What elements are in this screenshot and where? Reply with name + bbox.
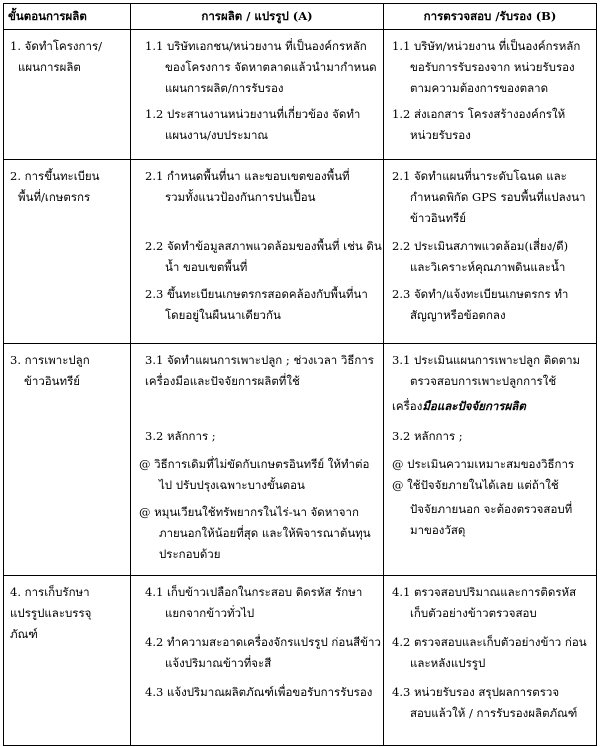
certification-cell — [384, 576, 597, 746]
step-label: ข้าวอินทรีย์ — [24, 374, 81, 388]
production-text: โดยอยู่ในผืนนาเดียวกัน — [165, 308, 281, 322]
certification-text: 2.1 จัดทำแผนที่นาระดับโฉนด และ — [392, 169, 567, 183]
certification-text: ขอรับการรับรองจาก หน่วยรับรอง — [410, 60, 575, 74]
production-text: 4.1 เก็บข้าวเปลือกในกระสอบ ติดรหัส รักษา — [145, 585, 363, 599]
production-text: 4.3 แจ้งปริมาณผลิตภัณฑ์เพื่อขอรับการรับรอง — [145, 685, 373, 699]
certification-text: 4.2 ตรวจสอบและเก็บตัวอย่างข้าว ก่อน — [392, 635, 587, 649]
certification-text: 1.2 ส่งเอกสาร โครงสร้างองค์กรให้ — [392, 107, 566, 121]
production-text: ของโครงการ จัดหาตลาดแล้วนำมากำหนด — [165, 60, 377, 74]
production-cell — [131, 576, 384, 746]
certification-text: หน่วยรับรอง — [410, 128, 471, 142]
step-cell — [4, 30, 131, 160]
certification-text: @ ประเมินความเหมาะสมของวิธีการ — [392, 457, 575, 471]
certification-text: มาของวัสดุ — [410, 523, 466, 537]
production-text: 1.2 ประสานงานหน่วยงานที่เกี่ยวข้อง จัดทำ — [145, 107, 361, 121]
table-row — [4, 160, 597, 344]
certification-cell — [384, 344, 597, 576]
certification-text: 3.1 ประเมินแผนการเพาะปลูก ติดตาม — [392, 353, 581, 367]
certification-text: ข้าวอินทรีย์ — [410, 211, 467, 225]
header-step: ขั้นตอนการผลิต — [4, 4, 131, 30]
production-text: ไป ปรับปรุงเฉพาะบางขั้นตอน — [159, 478, 305, 492]
production-text: @ หมุนเวียนใช้ทรัพยากรในไร่-นา จัดหาจาก — [139, 505, 359, 519]
production-cell — [131, 30, 384, 160]
certification-text: 2.2 ประเมินสภาพแวดล้อม(เสี่ยง/ดี) — [392, 239, 569, 253]
certification-cell — [384, 160, 597, 344]
production-text: 3.1 จัดทำแผนการเพาะปลูก ; ช่วงเวลา วิธีการ — [145, 353, 374, 367]
certification-text: กำหนดพิกัด GPS รอบพื้นที่แปลงนา — [410, 190, 586, 204]
certification-text: และหลังแปรรูป — [410, 656, 486, 670]
production-text: 2.2 จัดทำข้อมูลสภาพแวดล้อมของพื้นที่ เช่น ดิน — [145, 239, 382, 253]
step-cell — [4, 576, 131, 746]
production-text: รวมทั้งแนวป้องกันการปนเปื้อน — [165, 190, 316, 204]
step-label: แปรรูปและบรรจุ — [10, 606, 92, 620]
production-text: แยกจากข้าวทั่วไป — [165, 606, 255, 620]
header-certification: การตรวจสอบ /รับรอง (B) — [384, 4, 597, 30]
certification-text: 2.3 จัดทำ/แจ้งทะเบียนเกษตรกร ทำ — [392, 287, 569, 301]
certification-text: และวิเคราะห์คุณภาพดินและน้ำ — [410, 260, 566, 274]
production-text: แจ้งปริมาณข้าวที่จะสี — [165, 656, 272, 670]
production-text: 4.2 ทำความสะอาดเครื่องจักรแปรรูป ก่อนสีข้าว — [145, 635, 381, 649]
production-text: @ วิธีการเดิมที่ไม่ขัดกับเกษตรอินทรีย์ ให้ทำต่อ — [139, 457, 370, 471]
step-label: 2. การขึ้นทะเบียน — [10, 169, 100, 183]
production-text: ภายนอกให้น้อยที่สุด และให้พิจารณาต้นทุน — [159, 526, 371, 540]
table-row — [4, 30, 597, 160]
certification-text: ตามความต้องการของตลาด — [410, 81, 549, 95]
certification-text: 3.2 หลักการ ; — [392, 429, 463, 443]
production-cell — [131, 344, 384, 576]
production-cell — [131, 160, 384, 344]
production-text: เครื่องมือและปัจจัยการผลิตที่ใช้ — [145, 374, 300, 388]
production-text: น้ำ ขอบเขตพื้นที่ — [165, 260, 248, 274]
certification-text — [392, 396, 526, 417]
production-text: แผนการผลิต/การรับรอง — [165, 81, 284, 95]
production-certification-table — [3, 3, 597, 746]
production-text: 2.3 ขึ้นทะเบียนเกษตรกรสอดคล้องกับพื้นที่นา — [145, 287, 368, 301]
certification-text: @ ใช้ปัจจัยภายในได้เลย แต่ถ้าใช้ — [392, 478, 559, 492]
certification-text: ตรวจสอบการเพาะปลูกการใช้ — [410, 374, 557, 388]
certification-text: สอบแล้วให้ / การรับรองผลิตภัณฑ์ — [410, 706, 578, 720]
step-label: 1. จัดทำโครงการ/ — [10, 39, 103, 53]
production-text: แผนงาน/งบประมาณ — [165, 128, 269, 142]
table-row — [4, 344, 597, 576]
production-text: ประกอบด้วย — [159, 547, 221, 561]
step-cell — [4, 344, 131, 576]
certification-text: 4.3 หน่วยรับรอง สรุปผลการตรวจ — [392, 685, 560, 699]
certification-text: 4.1 ตรวจสอบปริมาณและการติดรหัส — [392, 585, 577, 599]
step-cell — [4, 160, 131, 344]
certification-text: ปัจจัยภายนอก จะต้องตรวจสอบที่ — [410, 502, 573, 516]
table-row — [4, 576, 597, 746]
certification-text: 1.1 บริษัท/หน่วยงาน ที่เป็นองค์กรหลัก — [392, 39, 581, 53]
certification-text: เก็บตัวอย่างข้าวตรวจสอบ — [410, 606, 537, 620]
certification-cell — [384, 30, 597, 160]
step-label: พื้นที่/เกษตรกร — [18, 190, 91, 204]
production-text: 1.1 บริษัทเอกชน/หน่วยงาน ที่เป็นองค์กรหลัก — [145, 39, 367, 53]
step-label: 4. การเก็บรักษา — [10, 585, 90, 599]
production-text: 2.1 กำหนดพื้นที่นา และขอบเขตของพื้นที่ — [145, 169, 350, 183]
certification-text-emphasis: มือและปัจจัยการผลิต — [422, 399, 526, 413]
certification-text: สัญญาหรือข้อตกลง — [410, 308, 506, 322]
header-row — [4, 4, 597, 30]
header-production: การผลิต / แปรรูป (A) — [131, 4, 384, 30]
certification-text-plain: เครื่อง — [392, 399, 423, 413]
step-label: ภัณฑ์ — [10, 627, 38, 641]
step-label: แผนการผลิต — [18, 60, 81, 74]
step-label: 3. การเพาะปลูก — [10, 353, 90, 367]
production-text: 3.2 หลักการ ; — [145, 429, 216, 443]
